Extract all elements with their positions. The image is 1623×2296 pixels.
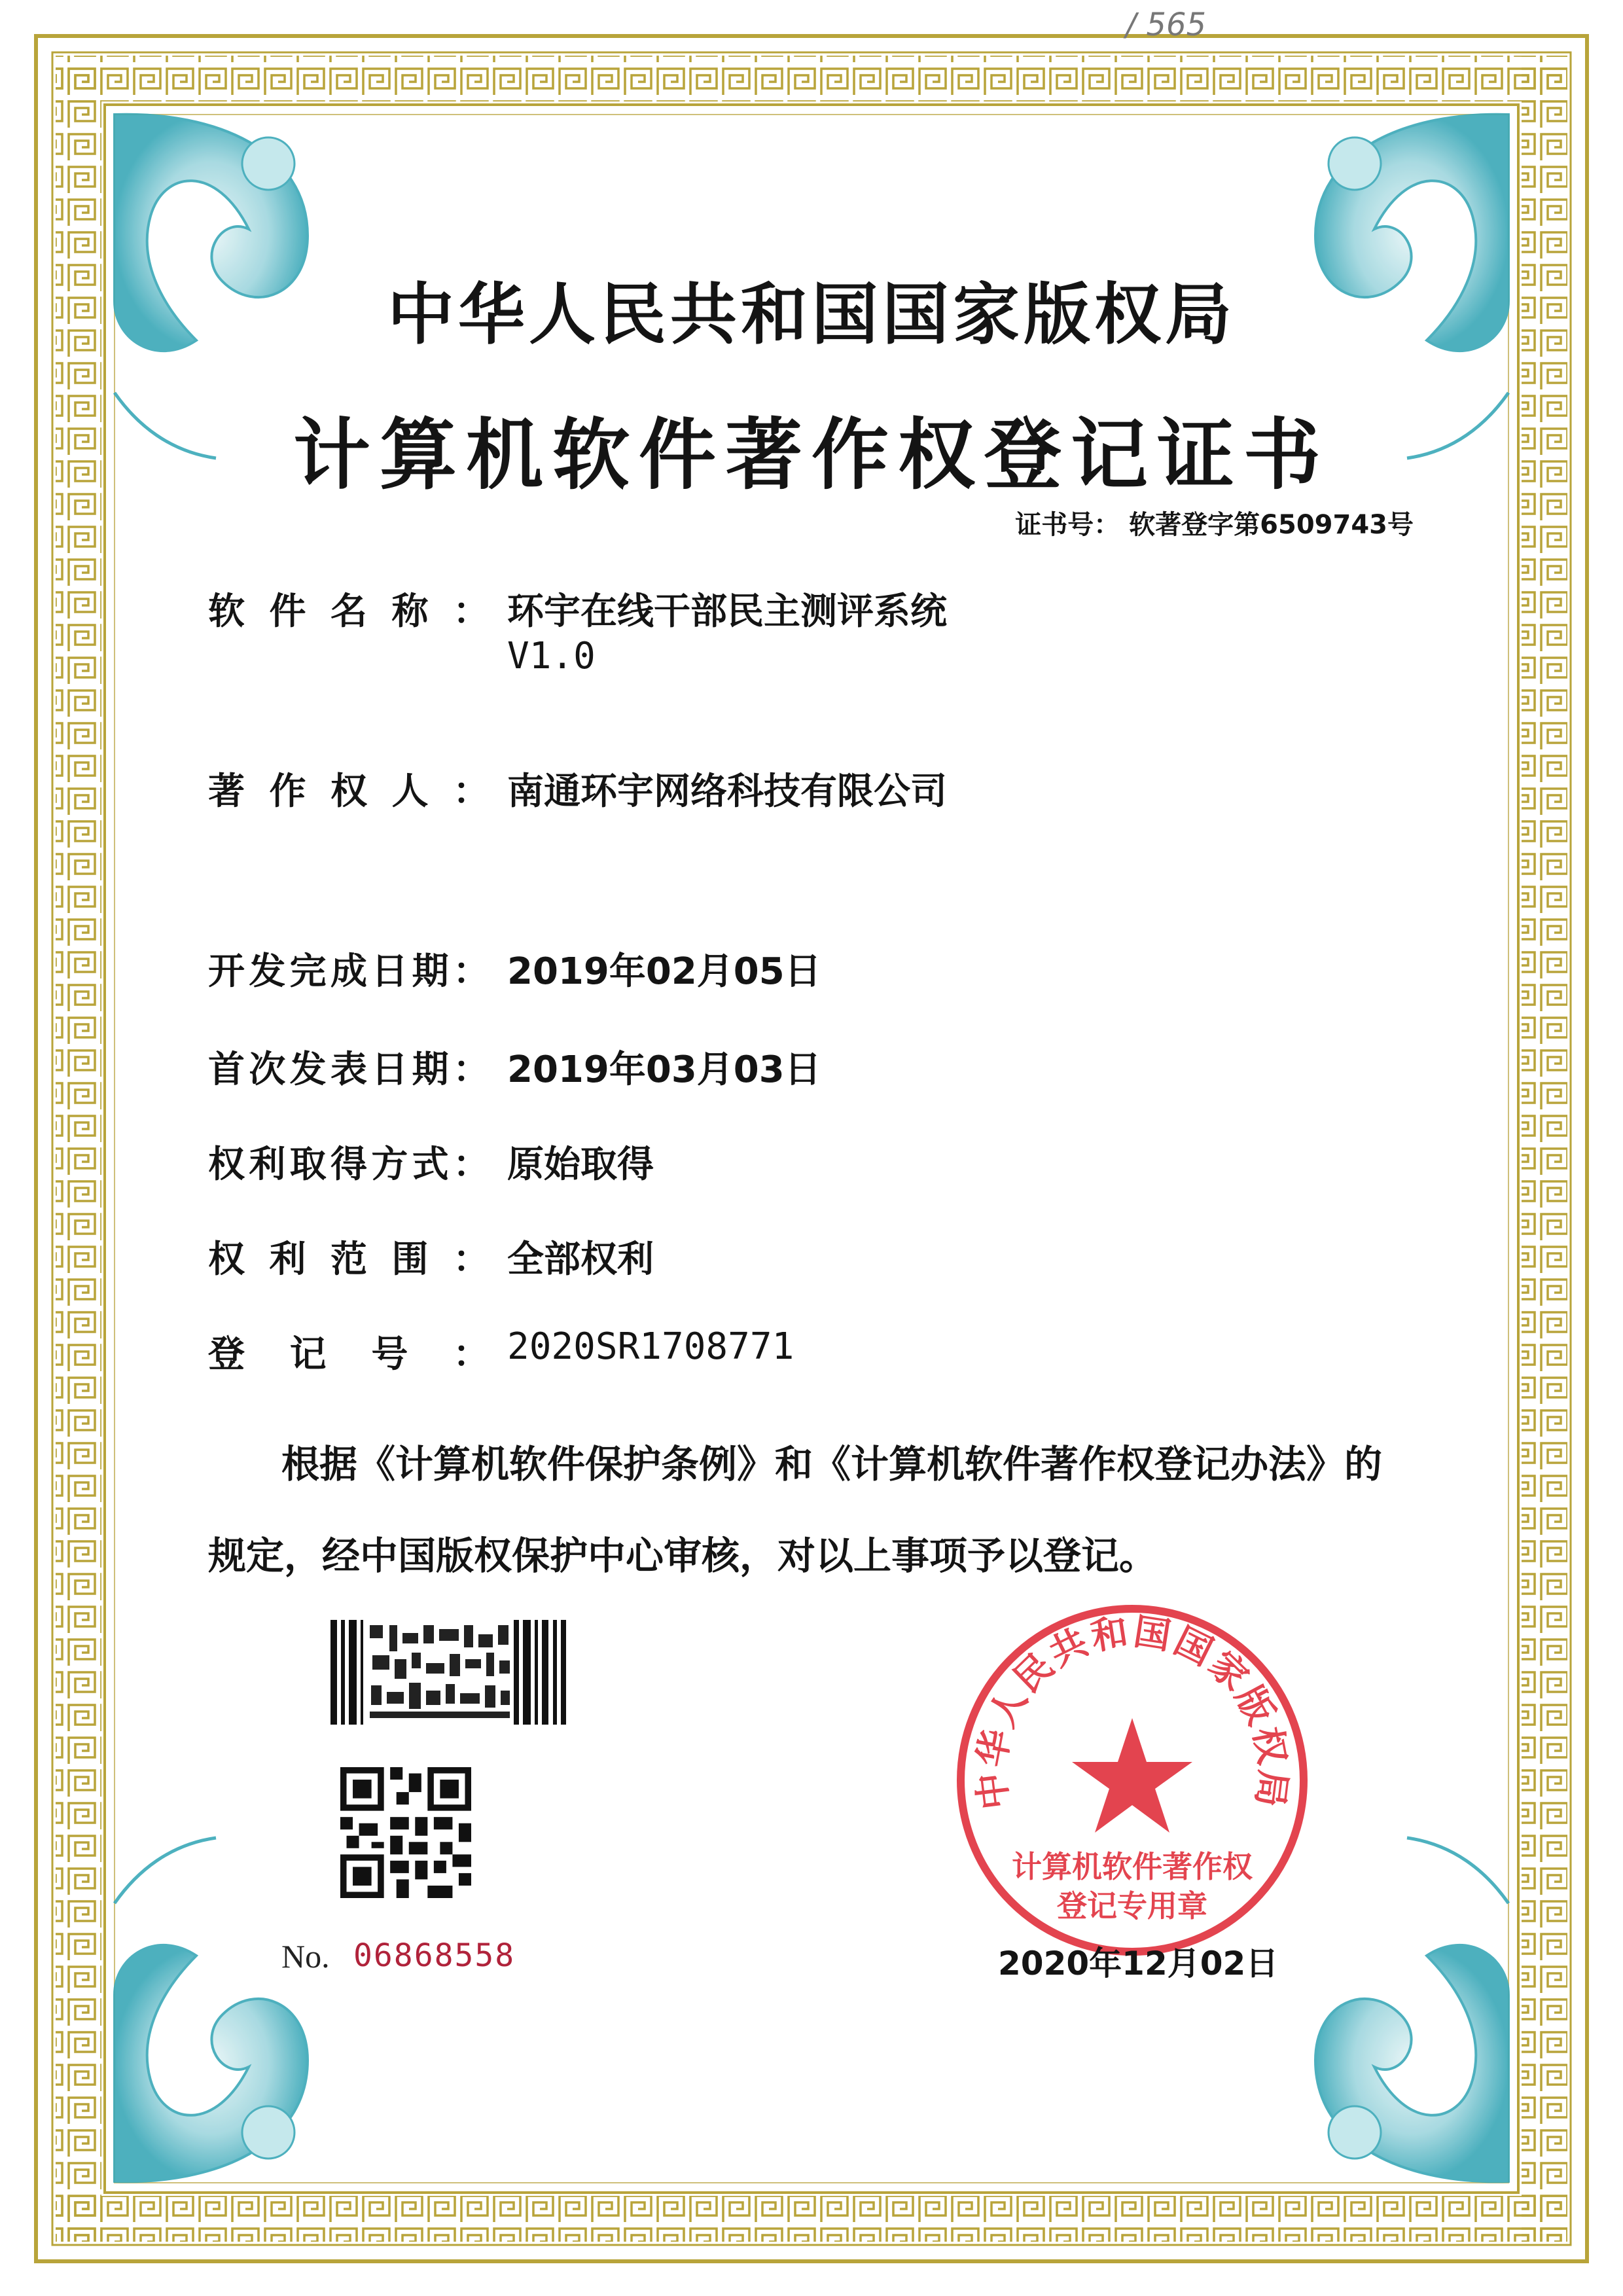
statement-line-2: 规定，经中国版权保护中心审核，对以上事项予以登记。: [208, 1534, 1158, 1578]
qr-code: [340, 1767, 471, 1898]
certificate-title: 计算机软件著作权登记证书: [293, 409, 1330, 500]
seal-inner-line2: 登记专用章: [1057, 1888, 1207, 1924]
rights-scope-value: 全部权利: [507, 1238, 654, 1281]
software-name-label: 软件名称：: [208, 590, 490, 633]
issuing-authority: 中华人民共和国国家版权局: [387, 276, 1236, 354]
dev-date-label: 开发完成日期：: [208, 950, 490, 993]
owner-label: 著作权人：: [208, 770, 490, 813]
software-name-value: 环宇在线干部民主测评系统: [507, 590, 947, 633]
barcode: [330, 1620, 566, 1725]
statement-line-1: 根据《计算机软件保护条例》和《计算机软件著作权登记办法》的: [281, 1442, 1383, 1486]
handwritten-mark: / 565: [1126, 7, 1207, 43]
serial-number-label: No.: [281, 1938, 330, 1975]
acquire-method-value: 原始取得: [507, 1143, 654, 1186]
registration-number-value: 2020SR1708771: [507, 1325, 794, 1368]
rights-scope-label: 权利范围：: [208, 1238, 490, 1281]
serial-number-value: 06868558: [353, 1937, 516, 1974]
official-seal: [949, 1597, 1315, 1964]
seal-inner-line1: 计算机软件著作权: [1012, 1849, 1253, 1884]
acquire-method-label: 权利取得方式：: [208, 1143, 490, 1186]
certificate-number: 证书号： 软著登字第6509743号: [1015, 510, 1414, 540]
publish-date-value: 2019年03月03日: [507, 1049, 821, 1091]
owner-value: 南通环宇网络科技有限公司: [507, 770, 947, 813]
publish-date-label: 首次发表日期：: [208, 1048, 490, 1091]
dev-date-value: 2019年02月05日: [507, 950, 821, 993]
software-version-value: V1.0: [507, 635, 596, 677]
seal-outer-text: 中华人民共和国国家版权局: [970, 1610, 1294, 1812]
issue-date: 2020年12月02日: [998, 1945, 1279, 1982]
registration-number-label: 登记号：: [208, 1333, 490, 1376]
